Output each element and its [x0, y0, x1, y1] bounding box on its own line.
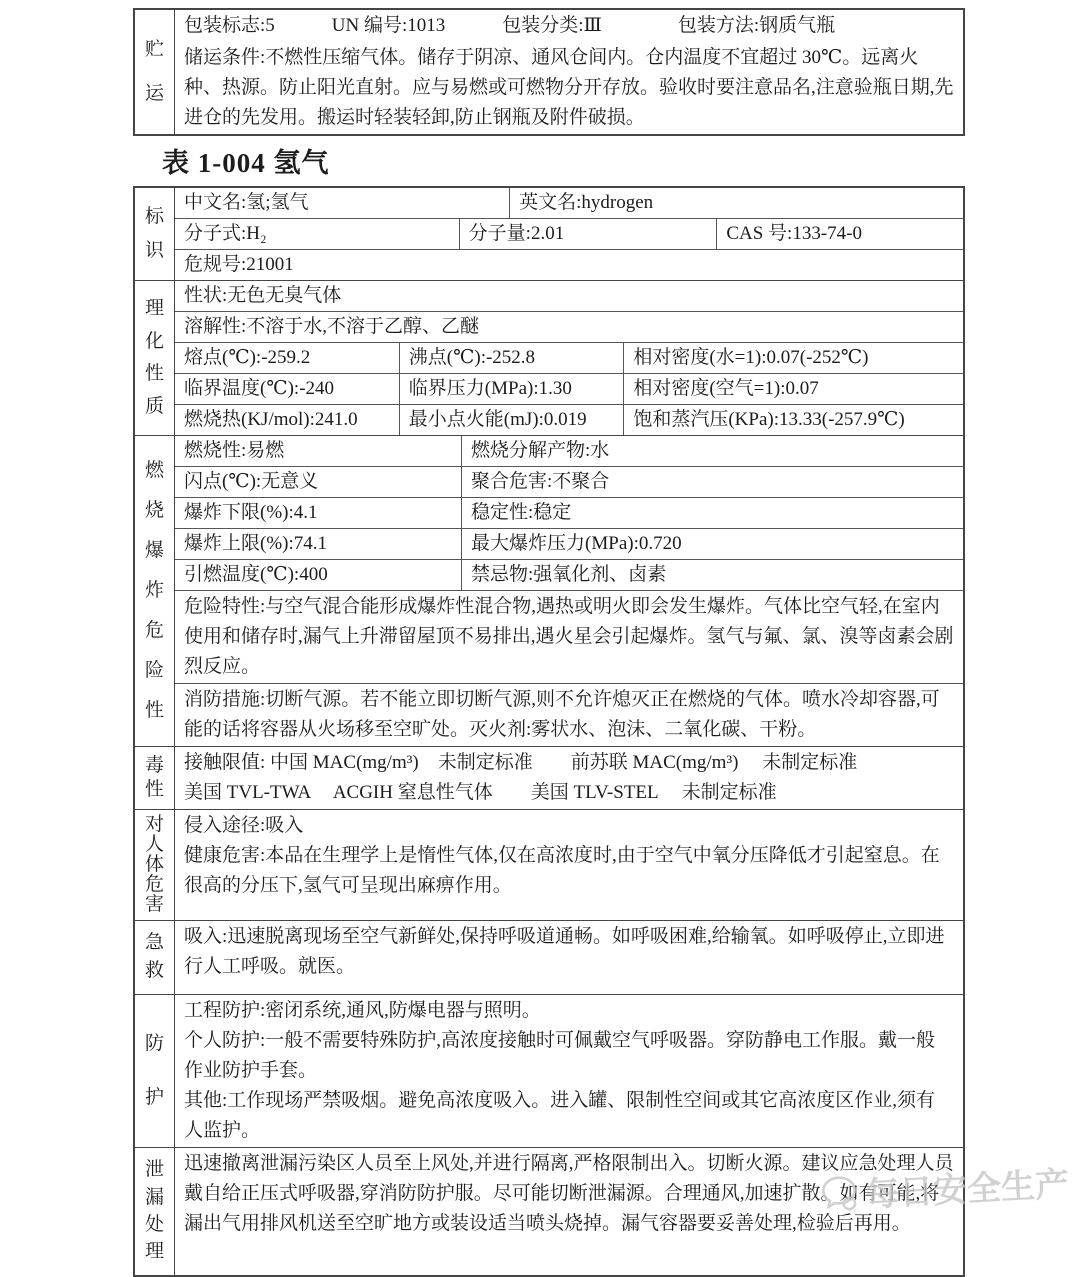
section-protection [135, 994, 963, 1147]
cell-explosion-upper-limit: 爆炸上限(%):74.1 [184, 533, 328, 554]
exposure-limit-line-2: 美国 TVL-TWA ACGIH 窒息性气体 美国 TLV-STEL 未制定标准 [184, 782, 777, 803]
cell-critical-temperature: 临界温度(℃):-240 [184, 378, 335, 399]
side-label-toxicity: 毒 性 [135, 747, 175, 809]
side-label-leakage: 泄 漏 处 理 [135, 1148, 175, 1275]
section-toxicity [135, 746, 963, 809]
cell-min-ignition-energy: 最小点火能(mJ):0.019 [399, 405, 624, 435]
side-label-fire-explosion: 燃 烧 爆 炸 危 险 性 [135, 436, 175, 746]
cell-flash-point: 闪点(℃):无意义 [184, 471, 319, 492]
storage-transport-table [133, 8, 965, 136]
cell-combustion-products: 燃烧分解产物:水 [461, 436, 963, 466]
exposure-limit-line-1: 接触限值: 中国 MAC(mg/m³) 未制定标准 前苏联 MAC(mg/m³) 未制定标准 [184, 752, 858, 773]
table-row [175, 404, 963, 435]
cell-explosion-lower-limit: 爆炸下限(%):4.1 [184, 502, 318, 523]
table-row [175, 528, 963, 559]
storage-conditions-paragraph: 储运条件:不燃性压缩气体。储存于阴凉、通风仓间内。仓内温度不宜超过 30℃。远离火种、热源。防止阳光直射。应与易燃或可燃物分开存放。验收时要注意品名,注意验瓶日期,先进仓的先发用。搬运时轻装轻卸,防止钢瓶及附件破损。 [184, 47, 954, 128]
other-protection-paragraph: 其他:工作现场严禁吸烟。避免高浓度吸入。进入罐、限制性空间或其它高浓度区作业,须有人监护。 [184, 1089, 936, 1141]
cell-hazard-characteristics: 危险特性:与空气混合能形成爆炸性混合物,遇热或明火即会发生爆炸。气体比空气轻,在室内使用和储存时,漏气上升滞留屋顶不易排出,遇火星会引起爆炸。氢气与氟、氯、溴等卤素会剧烈反应。 [184, 596, 954, 677]
cell-ignition-temperature: 引燃温度(℃):400 [184, 564, 328, 585]
cell-exposure-limits [175, 747, 963, 809]
cell-melting-point: 熔点(℃):-259.2 [184, 347, 311, 368]
table-row [175, 249, 963, 280]
cell-protection [175, 995, 963, 1147]
table-row [175, 590, 963, 683]
msds-table [133, 186, 965, 1277]
invasion-route-line: 侵入途径:吸入 [184, 815, 304, 836]
table-row [175, 436, 963, 466]
table-row [175, 311, 963, 342]
cell-english-name: 英文名:hydrogen [509, 188, 963, 218]
cell-incompatibilities: 禁忌物:强氧化剂、卤素 [461, 560, 963, 590]
table-row [175, 281, 963, 311]
packing-info-line: 包装标志:5 UN 编号:1013 包装分类:Ⅲ 包装方法:钢质气瓶 [184, 15, 836, 36]
table-row [175, 921, 963, 994]
table-row [175, 683, 963, 746]
section-first-aid [135, 920, 963, 994]
cell-polymerization-hazard: 聚合危害:不聚合 [461, 467, 963, 497]
side-label-health-hazard: 对 人 体 危 害 [135, 810, 175, 920]
table-row [175, 342, 963, 373]
cell-danger-code: 危规号:21001 [184, 254, 294, 275]
side-label-physical: 理 化 性 质 [135, 281, 175, 435]
doc-title: 表 1-004 氢气 [162, 148, 330, 178]
cell-health-hazard [175, 810, 963, 902]
cell-mol-weight: 分子量:2.01 [459, 219, 717, 249]
section-identification [135, 188, 963, 280]
cell-max-explosion-pressure: 最大爆炸压力(MPa):0.720 [461, 529, 963, 559]
cell-appearance: 性状:无色无臭气体 [184, 285, 342, 306]
table-row [175, 1148, 963, 1275]
table-row [175, 466, 963, 497]
section-storage [135, 10, 963, 134]
cell-stability: 稳定性:稳定 [461, 498, 963, 528]
table-row [175, 559, 963, 590]
cell-leakage-handling: 迅速撤离泄漏污染区人员至上风处,并进行隔离,严格限制出入。切断火源。建议应急处理人员戴自给正压式呼吸器,穿消防防护服。尽可能切断泄漏源。合理通风,加速扩散。如有可能,将漏出气用排风机送至空旷地方或装设适当喷头烧掉。漏气容器要妥善处理,检验后再用。 [184, 1152, 954, 1234]
cell-cas-number: CAS 号:133-74-0 [716, 219, 963, 249]
table-row [175, 218, 963, 249]
cell-solubility: 溶解性:不溶于水,不溶于乙醇、乙醚 [184, 316, 480, 337]
cell-relative-density-water: 相对密度(水=1):0.07(-252℃) [623, 343, 963, 373]
side-label-first-aid: 急 救 [135, 921, 175, 994]
cell-relative-density-air: 相对密度(空气=1):0.07 [623, 374, 963, 404]
personal-protection-paragraph: 个人防护:一般不需要特殊防护,高浓度接触时可佩戴空气呼吸器。穿防静电工作服。戴一般作业防护手套。 [184, 1029, 936, 1081]
table-row [175, 747, 963, 809]
table-row [175, 373, 963, 404]
cell-boiling-point: 沸点(℃):-252.8 [399, 343, 624, 373]
side-label-identification: 标 识 [135, 188, 175, 280]
section-health-hazard [135, 809, 963, 920]
section-physical-properties [135, 280, 963, 435]
health-harm-paragraph: 健康危害:本品在生理学上是惰性气体,仅在高浓度时,由于空气中氧分压降低才引起窒息。在很高的分压下,氢气可呈现出麻痹作用。 [184, 845, 940, 896]
side-label-protection: 防 护 [135, 995, 175, 1147]
cell-saturated-vapor-pressure: 饱和蒸汽压(KPa):13.33(-257.9℃) [623, 405, 963, 435]
section-fire-explosion [135, 435, 963, 746]
table-row [175, 188, 963, 218]
table-row [175, 995, 963, 1147]
side-label-storage: 贮 运 [135, 10, 175, 134]
section-leakage-handling [135, 1147, 963, 1275]
cell-combustion-heat: 燃烧热(KJ/mol):241.0 [184, 409, 358, 430]
table-row [175, 497, 963, 528]
cell-chinese-name: 中文名:氢;氢气 [184, 192, 309, 213]
cell-first-aid: 吸入:迅速脱离现场至空气新鲜处,保持呼吸道通畅。如呼吸困难,给输氧。如呼吸停止,立即进行人工呼吸。就医。 [184, 925, 945, 977]
cell-critical-pressure: 临界压力(MPa):1.30 [399, 374, 624, 404]
cell-formula: 分子式:H₂ [184, 223, 267, 244]
cell-fire-fighting-measures: 消防措施:切断气源。若不能立即切断气源,则不允许熄灭正在燃烧的气体。喷水冷却容器,可能的话将容器从火场移至空旷处。灭火剂:雾状水、泡沫、二氧化碳、干粉。 [184, 689, 940, 740]
watermark-text: 每日安全生产 [864, 1166, 1071, 1215]
cell-flammability: 燃烧性:易燃 [184, 440, 285, 461]
table-row [175, 810, 963, 902]
engineering-protection-line: 工程防护:密闭系统,通风,防爆电器与照明。 [184, 999, 541, 1021]
